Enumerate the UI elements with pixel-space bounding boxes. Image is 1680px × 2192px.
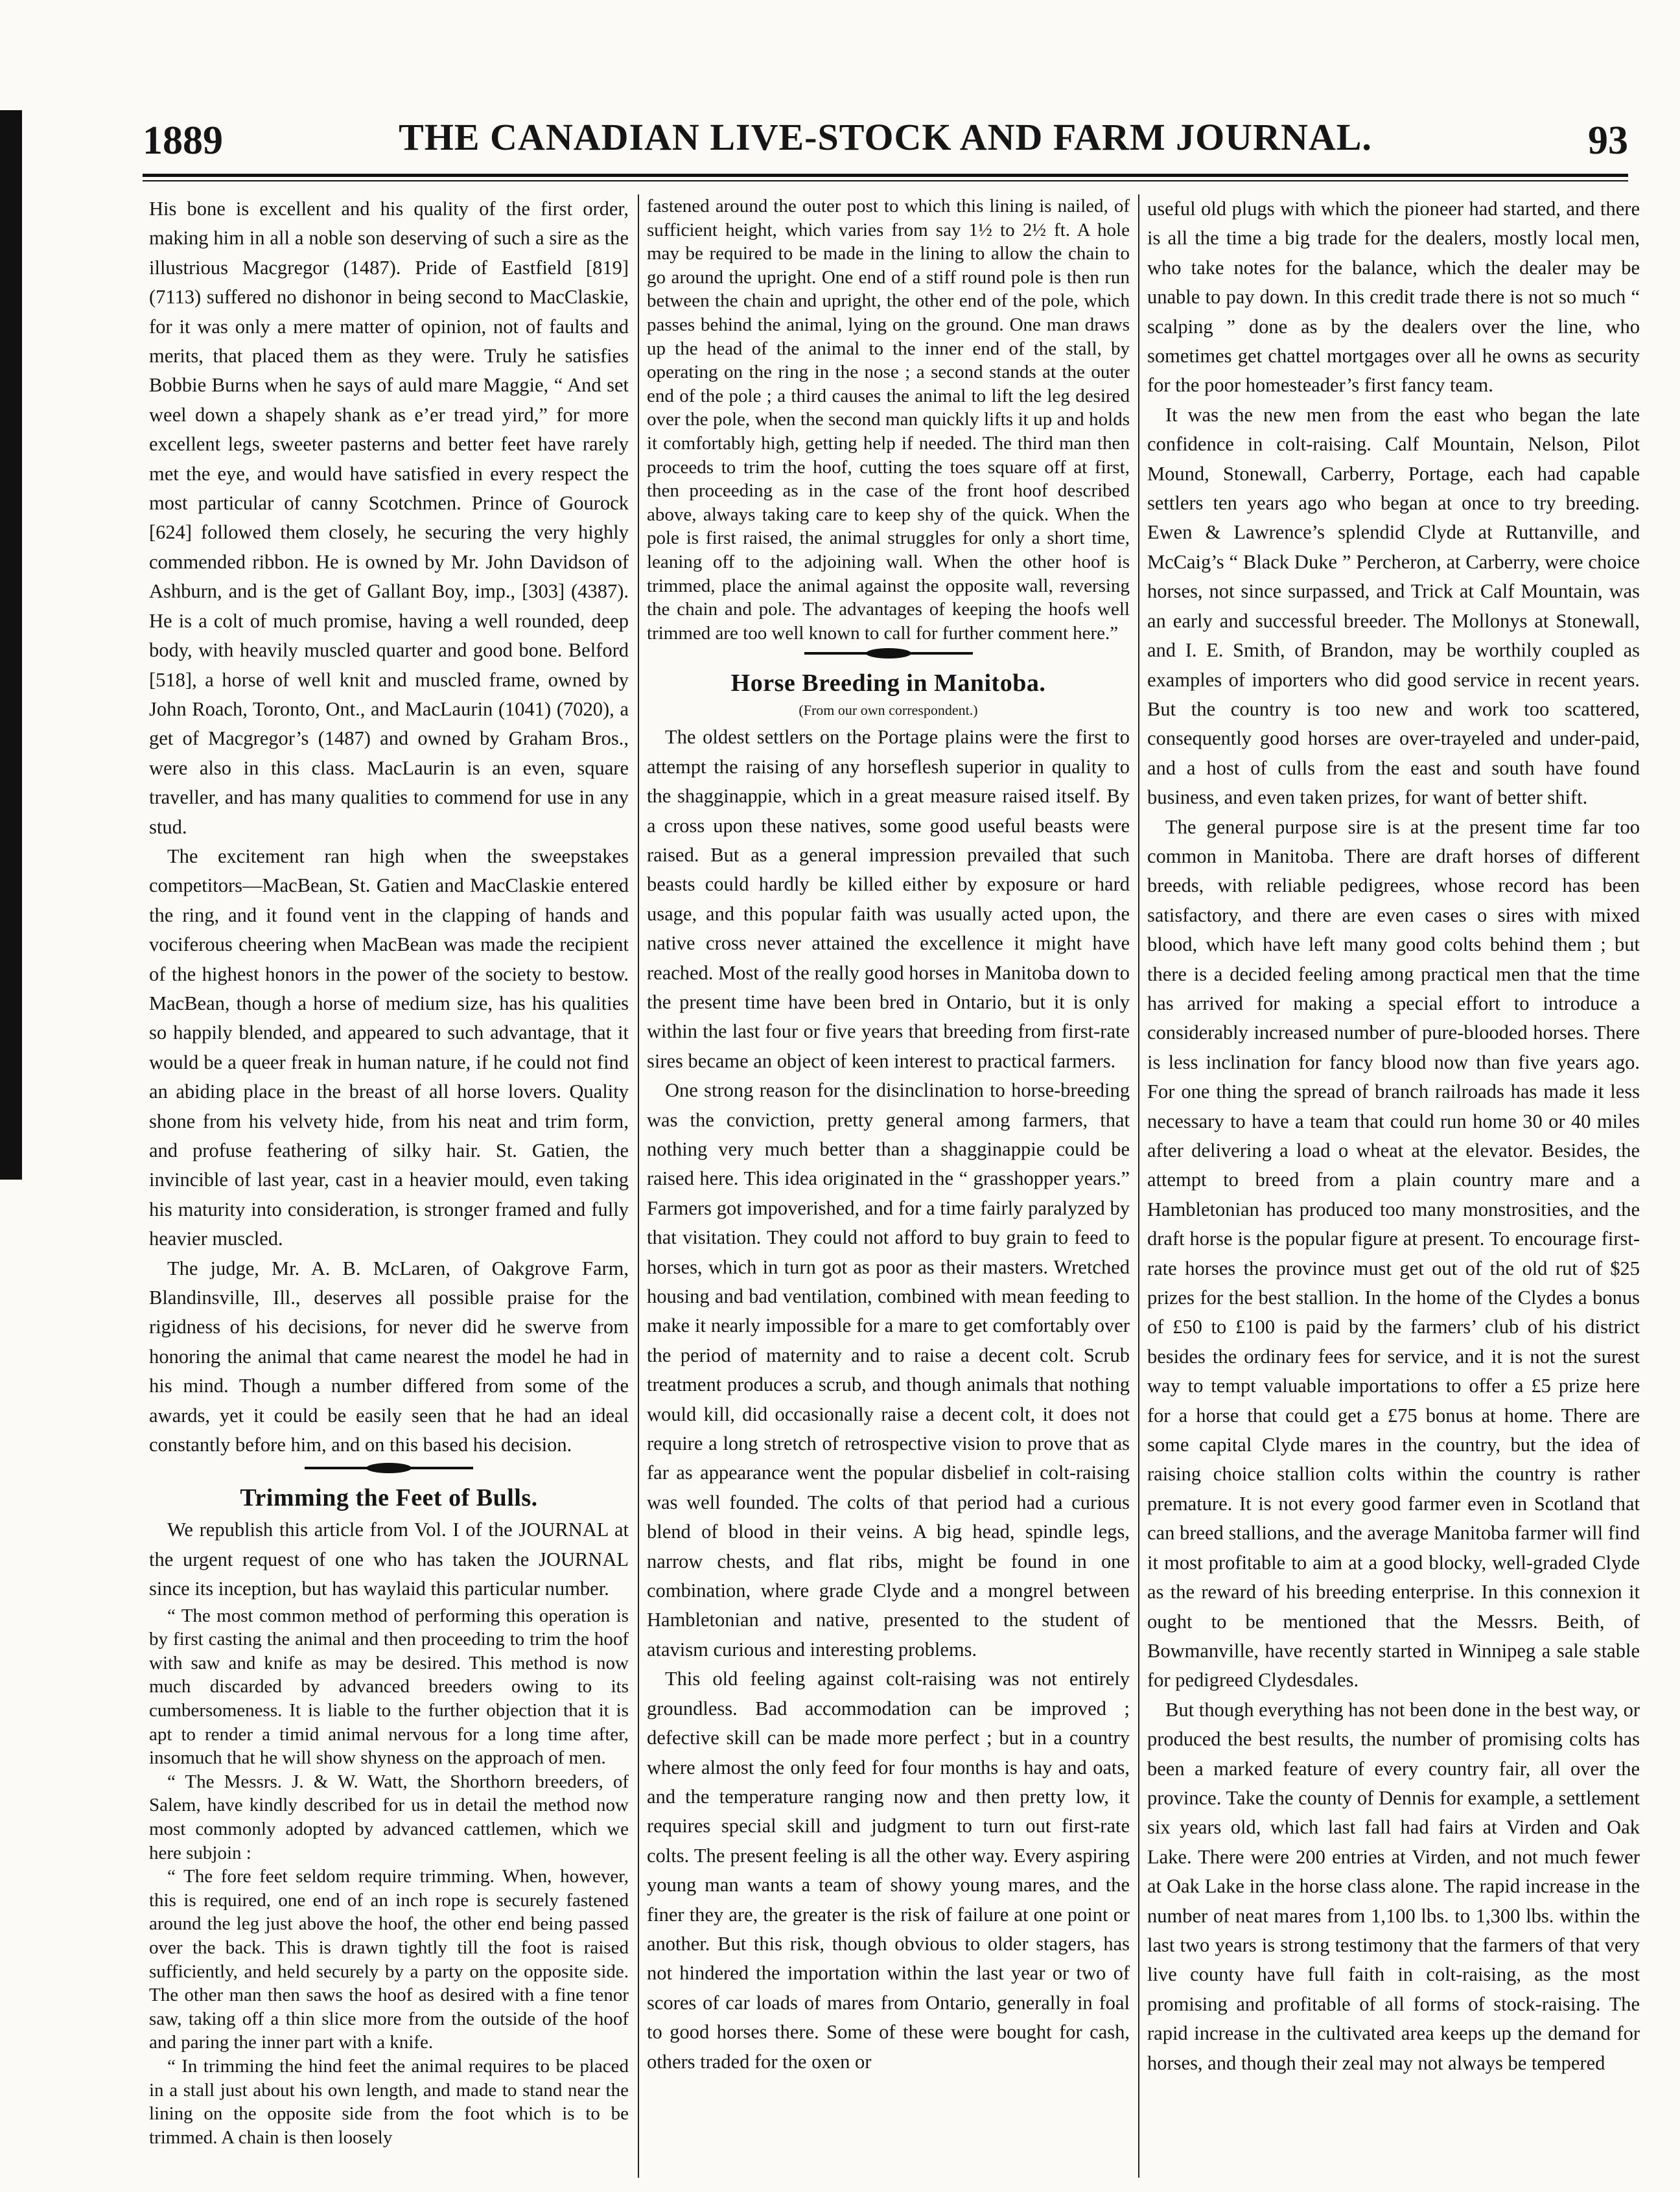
journal-title: THE CANADIAN LIVE-STOCK AND FARM JOURNAL. bbox=[399, 116, 1372, 158]
header-rule-thick bbox=[143, 174, 1628, 177]
page-number: 93 bbox=[1588, 119, 1628, 163]
article-paragraph: The general purpose sire is at the present time far too common in Manitoba. There are draft horses of different breeds, with reliable pedigrees, whose record has been satisfactory, and there are even cases o sires with mixed blood, which have left many good colts behind them ; but there is a decided feeling among practical men that the time has arrived for making a special effort to introduce a considerably increased number of pure-blooded horses. There is less inclination for fancy blood now than five years ago. For one thing the spread of branch railroads has made it less necessary to have a team that could run home 30 or 40 miles after delivering a load o wheat at the elevator. Besides, the attempt to breed from a plain country mare and a Hambletonian has produced too many monstrosities, and the draft horse is the popular figure at present. To encourage first-rate horses the province must get out of the old rut of $25 prizes for the best stallion. In the home of the Clydes a bonus of £50 to £100 is paid by the farmers’ club of his district besides the ordinary fees for service, and it is not the surest way to tempt valuable importations to offer a £5 prize here for a horse that could get a £75 bonus at home. There are some capital Clyde mares in the country, but the idea of raising choice stallion colts within the country is rather premature. It is not every good farmer even in Scotland that can breed stallions, and the average Manitoba farmer will find it most profitable to aim at a good blocky, well-graded Clyde as the reward of his breeding enterprise. In this connexion it ought to be mentioned that the Messrs. Beith, of Bowmanville, have recently started in Winnipeg a sale stable for pedigreed Clydesdales. bbox=[1147, 815, 1640, 1692]
quoted-paragraph: fastened around the outer post to which this lining is nailed, of sufficient height, which varies from say 1½ to 2½ ft. A hole may be required to be made in the lining to allow the chain to go around the upright. One end of a stiff round pole is then run between the chain and upright, the other end of the pole, which passes behind the animal, lying on the ground. One man draws up the head of the animal to the inner end of the stall, by operating on the ring in the nose ; a second stands at the outer end of the pole ; a third causes the animal to lift the leg desired over the pole, when the second man quickly lifts it up and holds it comfortably high, getting help if needed. The third man then proceeds to trim the hoof, cutting the toes square off at first, then proceeding as in the case of the front hoof described above, always taking care to keep shy of the quick. When the pole is first raised, the animal struggles for only a short time, leaning off to the adjoining wall. When the other hoof is trimmed, place the animal against the opposite wall, reversing the chain and pole. The advantages of keeping the hoofs well trimmed are too well known to call for further comment here.” bbox=[647, 196, 1130, 644]
article-paragraph: One strong reason for the disinclination to horse-breeding was the conviction, pretty general among farmers, that nothing very much better than a shagginappie could be raised here. This idea originated in the “ grasshopper years.” Farmers got impoverished, and for a time fairly paralyzed by that visitation. They could not afford to buy grain to feed to horses, which in turn got as poor as their masters. Wretched housing and bad ventilation, combined with mean feeding to make it nearly impossible for a mare to get comfortably over the period of maternity and to raise a decent colt. Scrub treatment produces a scrub, and though animals that nothing would kill, did occasionally raise a decent colt, it does not require a long stretch of retrospective vision to prove that as far as appearance went the popular disbelief in colt-raising was well founded. The colts of that period had a curious blend of blood in their veins. A big head, spindle legs, narrow chests, and flat ribs, might be found in one combination, where grade Clyde and a mongrel between Hambletonian and native, presented to the student of atavism curious and interesting problems. bbox=[647, 1079, 1130, 1661]
column-1 bbox=[149, 194, 629, 2178]
column-2 bbox=[647, 194, 1130, 2178]
article-byline: (From our own correspondent.) bbox=[799, 702, 978, 719]
article-paragraph: We republish this article from Vol. I of the JOURNAL at the urgent request of one who has taken the JOURNAL since its inception, but has waylaid this particular number. bbox=[149, 1519, 629, 1600]
article-paragraph: His bone is excellent and his quality of the first order, making him in all a noble son deserving of such a sire as the illustrious Macgregor (1487). Pride of Eastfield [819] (7113) suffered no dishonor in being second to MacClaskie, for it was only a mere matter of opinion, not of faults and merits, that placed them as they were. Truly he satisfies Bobbie Burns when he says of auld mare Maggie, “ And set weel down a shapely shank as e’er tread yird,” for more excellent legs, sweeter pasterns and better feet have rarely met the eye, and would have satisfied in every respect the most particular of canny Scotchmen. Prince of Gourock [624] followed them closely, he securing the very highly commended ribbon. He is owned by Mr. John Davidson of Ashburn, and is the get of Gallant Boy, imp., [303] (4387). He is a colt of much promise, having a well rounded, deep body, with heavily muscled quarter and good bone. Belford [518], a horse of well knit and muscled frame, owned by John Roach, Toronto, Ont., and MacLaurin (1041) (7020), a get of Macgregor’s (1487) and owned by Graham Bros., were also in this class. MacLaurin is an even, square traveller, and has many qualities to commend for use in any stud. bbox=[149, 198, 629, 838]
article-heading-trimming: Trimming the Feet of Bulls. bbox=[240, 1484, 538, 1512]
article-paragraph: The excitement ran high when the sweepstakes competitors—MacBean, St. Gatien and MacClaskie entered the ring, and it found vent in the clapping of hands and vociferous cheering when MacBean was made the recipient of the highest honors in the power of the society to bestow. MacBean, though a horse of medium size, has his qualities so happily blended, and appeared to such advantage, that it would be a queer freak in human nature, if he could not find an abiding place in the breast of all horse lovers. Quality shone from his velvety hide, from his neat and trim form, and profuse feathering of silky hair. St. Gatien, the invincible of last year, cast in a heavier mould, even taking his maturity into consideration, is stronger framed and fully heavier muscled. bbox=[149, 845, 629, 1250]
column-divider-1 bbox=[638, 194, 639, 2178]
quoted-paragraph: “ The Messrs. J. & W. Watt, the Shorthorn breeders, of Salem, have kindly described for us in detail the method now most commonly adopted by advanced cattlemen, which we here subjoin : bbox=[149, 1771, 629, 1863]
page-header bbox=[143, 110, 1628, 162]
article-paragraph: It was the new men from the east who began the late confidence in colt-raising. Calf Mountain, Nelson, Pilot Mound, Stonewall, Carberry, Portage, each had capable settlers ten years ago who began at once to try breeding. Ewen & Lawrence’s splendid Clyde at Ruttanville, and McCaig’s “ Black Duke ” Percheron, at Carberry, were choice horses, not since surpassed, and Trick at Calf Mountain, was an early and successful breeder. The Mollonys at Stonewall, and I. E. Smith, of Brandon, may be worthily coupled as examples of importers who did good service in recent years. But the country is too new and work too scattered, consequently good horses are over-trayeled and under-paid, and a host of culls from the east and south have found business, and even taken prizes, for want of better shift. bbox=[1147, 403, 1640, 809]
article-paragraph: The oldest settlers on the Portage plains were the first to attempt the raising of any horseflesh superior in quality to the shagginappie, which in a great measure raised itself. By a cross upon these natives, some good useful beasts were raised. But as a general impression prevailed that such beasts could hardly be killed either by exposure or hard usage, and this popular faith was usually acted upon, the native cross never attained the excellence it might have reached. Most of the really good horses in Manitoba down to the present time have been bred in Ontario, but it is only within the last four or five years that breeding from first-rate sires became an object of keen interest to practical farmers. bbox=[647, 726, 1130, 1072]
article-heading-horse-breeding: Horse Breeding in Manitoba. bbox=[730, 670, 1046, 697]
column-3 bbox=[1147, 194, 1640, 2178]
section-divider bbox=[647, 645, 1130, 662]
header-rule-thin bbox=[143, 180, 1628, 181]
quoted-paragraph: “ The fore feet seldom require trimming. When, however, this is required, one end of an inch rope is securely fastened around the leg just above the hoof, the other end being passed over the back. This is drawn tightly till the foot is raised sufficiently, and held securely by a party on the opposite side. The other man then saws the hoof as desired with a fine tenor saw, taking off a thin slice more from the outside of the hoof and paring the inner part with a knife. bbox=[149, 1866, 629, 2053]
header-year: 1889 bbox=[143, 119, 223, 163]
article-paragraph: The judge, Mr. A. B. McLaren, of Oakgrove Farm, Blandinsville, Ill., deserves all possible praise for the rigidness of his decisions, for never did he swerve from honoring the animal that came nearest the model he had in his mind. Though a number differed from some of the awards, yet it could be easily seen that he had an ideal constantly before him, and on this based his decision. bbox=[149, 1257, 629, 1456]
quoted-paragraph: “ In trimming the hind feet the animal requires to be placed in a stall just about his own length, and made to stand near the lining on the opposite side from the foot which is to be trimmed. A chain is then loosely bbox=[149, 2055, 629, 2148]
article-paragraph: This old feeling against colt-raising was not entirely groundless. Bad accommodation can be improved ; defective skill can be made more perfect ; but in a country where almost the only feed for four months is hay and oats, and the temperature ranging now and then pretty low, it requires special skill and judgment to turn out first-rate colts. The present feeling is all the other way. Every aspiring young man wants a team of showy young mares, and the finer they are, the greater is the risk of failure at one point or another. But this risk, though obvious to older stagers, has not hindered the importation within the last year or two of scores of car loads of mares from Ontario, generally in foal to good horses there. Some of these were bought for cash, others traded for the oxen or bbox=[647, 1668, 1130, 2073]
section-divider bbox=[149, 1460, 629, 1476]
page-binding-edge bbox=[0, 110, 22, 1180]
article-paragraph: But though everything has not been done in the best way, or produced the best results, the number of promising colts has been a marked feature of every country fair, all over the province. Take the county of Dennis for example, a settlement six years old, which last fall had fairs at Virden and Oak Lake. There were 200 entries at Virden, and not much fewer at Oak Lake in the horse class alone. The rapid increase in the number of neat mares from 1,100 lbs. to 1,300 lbs. within the last two years is strong testimony that the farmers of that very live county have full faith in colt-raising, as the most promising and profitable of all forms of stock-raising. The rapid increase in the cultivated area keeps up the demand for horses, and though their zeal may not always be tempered bbox=[1147, 1698, 1640, 2074]
quoted-paragraph: “ The most common method of performing this operation is by first casting the animal and then proceeding to trim the hoof with saw and knife as may be desired. This method is now much discarded by advanced breeders owing to its cumbersomeness. It is liable to the further objection that it is apt to render a timid animal nervous for a long time after, insomuch that he will show shyness on the approach of men. bbox=[149, 1605, 629, 1769]
article-paragraph: useful old plugs with which the pioneer had started, and there is all the time a big trade for the dealers, mostly local men, who take notes for the balance, which the dealer may be unable to pay down. In this credit trade there is not so much “ scalping ” done as by the dealers over the line, who sometimes get chattel mortgages over all he owns as security for the poor homesteader’s first fancy team. bbox=[1147, 198, 1640, 397]
column-divider-2 bbox=[1138, 194, 1139, 2178]
